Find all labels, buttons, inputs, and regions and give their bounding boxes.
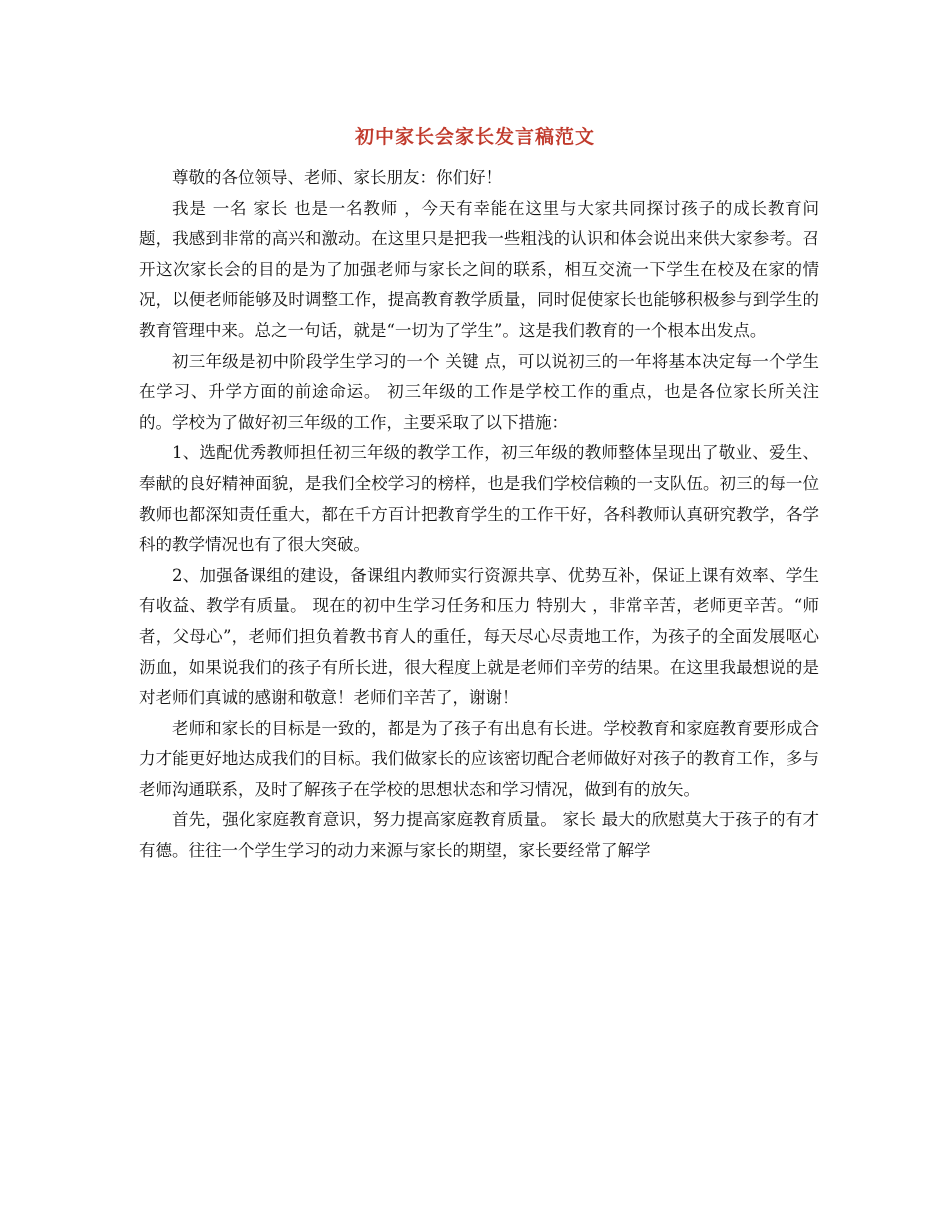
paragraph-greeting: 尊敬的各位领导、老师、家长朋友：你们好！ (172, 168, 502, 187)
paragraph-measure-one: 1、选配优秀教师担任初三年级的教学工作，初三年级的教师整体呈现出了敬业、爱生、奉献的良好精神面貌，是我们全校学习的榜样，也是我们学校信赖的一支队伍。初三的每一位教师也都深知责任重大，都在千方百计把教育学生的工作干好，各科教师认真研究教学，各学科的教学情况也有了很大突破。 (139, 443, 819, 555)
paragraph-grade-three: 初三年级是初中阶段学生学习的一个 关键 点，可以说初三的一年将基本决定每一个学生在学习、升学方面的前途命运。 初三年级的工作是学校工作的重点，也是各位家长所关注的。学校为了做好初三年级的工作，主要采取了以下措施： (139, 351, 819, 432)
paragraph-measure-two: 2、加强备课组的建设，备课组内教师实行资源共享、优势互补，保证上课有效率、学生有收益、教学有质量。 现在的初中生学习任务和压力 特别大 ，非常辛苦，老师更辛苦。“师者，父母心”，老师们担负着教书育人的重任，每天尽心尽责地工作，为孩子的全面发展呕心沥血，如果说我们的孩子有所长进，很大程度上就是老师们辛劳的结果。在这里我最想说的是对老师们真诚的感谢和敬意！老师们辛苦了，谢谢！ (139, 565, 819, 708)
document-title: 初中家长会家长发言稿范文 (354, 126, 595, 148)
paragraph-introduction: 我是 一名 家长 也是一名教师 ，今天有幸能在这里与大家共同探讨孩子的成长教育问题，我感到非常的高兴和激动。在这里只是把我一些粗浅的认识和体会说出来供大家参考。召开这次家长会的目的是为了加强老师与家长之间的联系，相互交流一下学生在校及在家的情况，以便老师能够及时调整工作，提高教育教学质量，同时促使家长也能够积极参与到学生的教育管理中来。总之一句话，就是“一切为了学生”。这是我们教育的一个根本出发点。 (139, 198, 819, 340)
paragraph-cooperation: 老师和家长的目标是一致的，都是为了孩子有出息有长进。学校教育和家庭教育要形成合力才能更好地达成我们的目标。我们做家长的应该密切配合老师做好对孩子的教育工作，多与老师沟通联系，及时了解孩子在学校的思想状态和学习情况，做到有的放矢。 (139, 718, 819, 799)
paragraph-first-point: 首先，强化家庭教育意识，努力提高家庭教育质量。 家长 最大的欣慰莫大于孩子的有才有德。往往一个学生学习的动力来源与家长的期望，家长要经常了解学 (139, 810, 819, 861)
document-body (139, 163, 819, 867)
